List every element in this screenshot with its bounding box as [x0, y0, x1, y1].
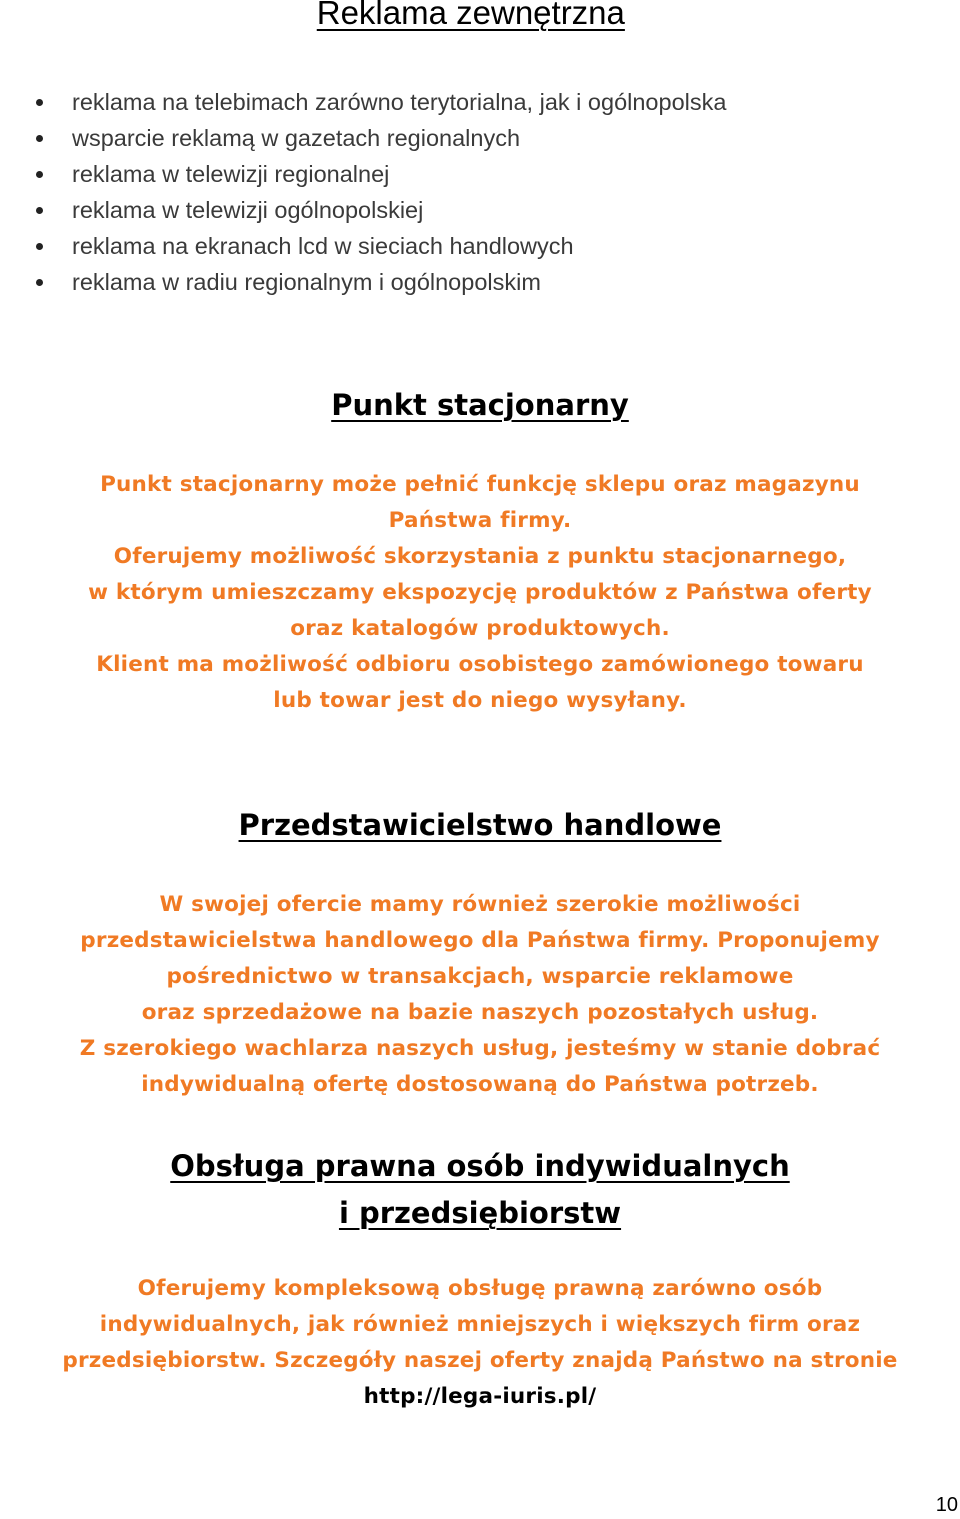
list-item: [0, 156, 726, 192]
heading-text: Punkt stacjonarny: [331, 388, 629, 422]
text-line: pośrednictwo w transakcjach, wsparcie reklamowe: [166, 964, 794, 989]
page-number: 10: [935, 1494, 958, 1516]
heading-obsluga-prawna: [0, 1143, 960, 1237]
list-item: [0, 264, 726, 300]
list-item-text: reklama w radiu regionalnym i ogólnopolskim: [72, 269, 541, 295]
heading-reklama-zewnetrzna: [0, 0, 960, 32]
text-line: Klient ma możliwość odbioru osobistego zamówionego towaru: [96, 652, 864, 677]
list-item: [0, 120, 726, 156]
list-item: [0, 228, 726, 264]
bullet-icon: [36, 279, 43, 286]
text-line: Punkt stacjonarny może pełnić funkcję sklepu oraz magazynu: [100, 472, 860, 497]
heading-text: Przedstawicielstwo handlowe: [238, 808, 722, 842]
text-line: W swojej ofercie mamy również szerokie możliwości: [159, 892, 801, 917]
bullet-icon: [36, 99, 43, 106]
paragraph-przedstawicielstwo: [0, 887, 960, 1103]
heading-punkt-stacjonarny: [0, 388, 960, 422]
text-line: indywidualnych, jak również mniejszych i większych firm oraz: [99, 1312, 861, 1337]
bullet-icon: [36, 243, 43, 250]
text-line: przedsiębiorstw. Szczegóły naszej oferty znajdą Państwo na stronie: [62, 1348, 898, 1373]
paragraph-punkt-stacjonarny: [0, 467, 960, 719]
bullet-icon: [36, 171, 43, 178]
list-item-text: reklama na telebimach zarówno terytorialna, jak i ogólnopolska: [72, 89, 727, 115]
bullet-icon: [36, 207, 43, 214]
heading-text: Obsługa prawna osób indywidualnych: [170, 1149, 790, 1183]
bullet-list: [0, 84, 726, 300]
text-line: w którym umieszczamy ekspozycję produktów z Państwa oferty: [88, 580, 872, 605]
heading-text: i przedsiębiorstw: [338, 1196, 622, 1230]
text-line: oraz katalogów produktowych.: [290, 616, 670, 641]
heading-przedstawicielstwo: [0, 808, 960, 842]
text-line: Oferujemy kompleksową obsługę prawną zarówno osób: [137, 1276, 823, 1301]
text-line: indywidualną ofertę dostosowaną do Państwa potrzeb.: [141, 1072, 819, 1097]
heading-text: Reklama zewnętrzna: [316, 0, 625, 31]
text-line: oraz sprzedażowe na bazie naszych pozostałych usług.: [141, 1000, 819, 1025]
list-item: [0, 84, 726, 120]
list-item-text: reklama w telewizji ogólnopolskiej: [72, 197, 424, 223]
text-line: lub towar jest do niego wysyłany.: [273, 688, 687, 713]
website-link[interactable]: http://lega-iuris.pl/: [363, 1384, 597, 1409]
bullet-icon: [36, 135, 43, 142]
text-line: Z szerokiego wachlarza naszych usług, jesteśmy w stanie dobrać: [79, 1036, 881, 1061]
paragraph-obsluga-prawna: [0, 1271, 960, 1415]
list-item: [0, 192, 726, 228]
text-line: przedstawicielstwa handlowego dla Państwa firmy. Proponujemy: [80, 928, 880, 953]
text-line: Oferujemy możliwość skorzystania z punktu stacjonarnego,: [113, 544, 847, 569]
text-line: Państwa firmy.: [388, 508, 572, 533]
list-item-text: reklama w telewizji regionalnej: [72, 161, 390, 187]
list-item-text: reklama na ekranach lcd w sieciach handlowych: [72, 233, 574, 259]
list-item-text: wsparcie reklamą w gazetach regionalnych: [72, 125, 521, 151]
